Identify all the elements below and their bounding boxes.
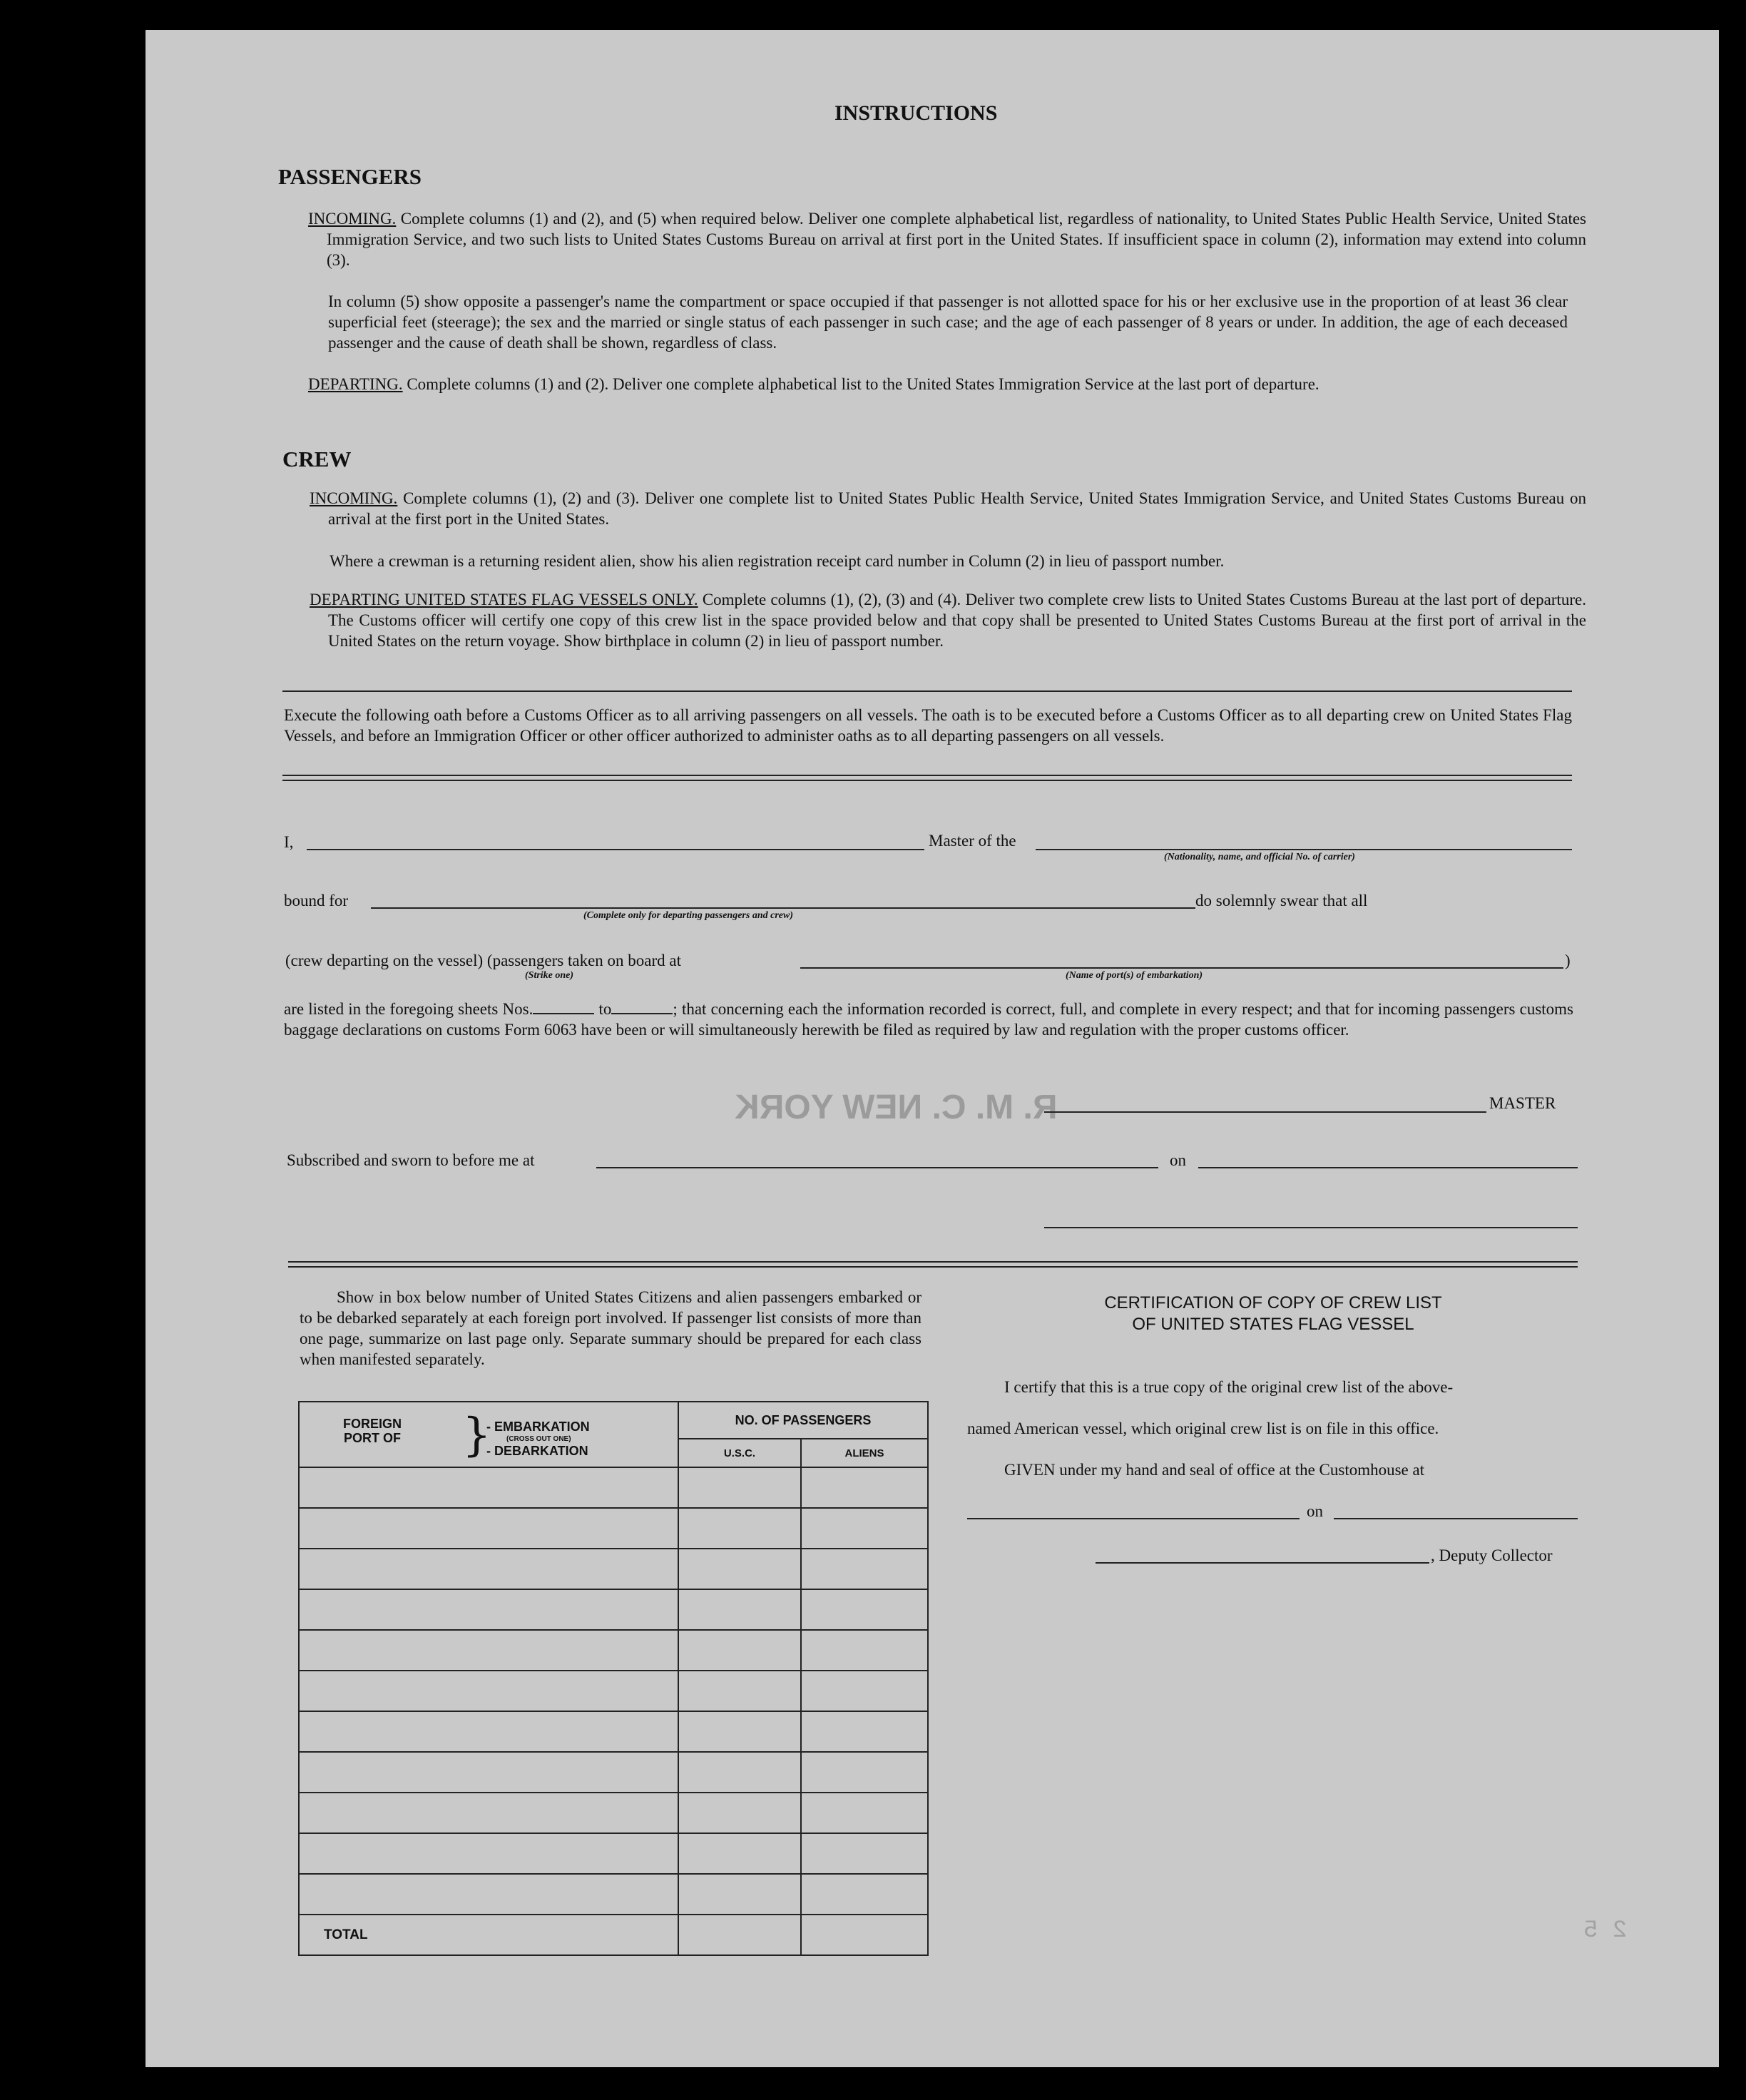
subscribed-place-line[interactable] [596, 1167, 1158, 1168]
listed-paragraph [284, 999, 1573, 1040]
total-row [299, 1915, 928, 1955]
table-row [299, 1793, 928, 1833]
usc-cell[interactable] [678, 1467, 801, 1508]
close-paren: ) [1565, 952, 1571, 969]
port-cell[interactable] [299, 1793, 678, 1833]
passengers-departing-text: Complete columns (1) and (2). Deliver one complete alphabetical list to the United States Immigration Service at the last port of departure. [407, 375, 1319, 393]
subscribed-label: Subscribed and sworn to before me at [287, 1151, 535, 1169]
usc-cell[interactable] [678, 1671, 801, 1711]
crew-incoming-label: INCOMING. [310, 489, 398, 507]
aliens-cell[interactable] [801, 1833, 928, 1874]
usc-cell[interactable] [678, 1833, 801, 1874]
oath-double-rule [282, 775, 1572, 781]
passengers-heading: PASSENGERS [278, 164, 422, 189]
given-text: GIVEN under my hand and seal of office at the Customhouse at [1004, 1461, 1425, 1479]
aliens-cell[interactable] [801, 1671, 928, 1711]
certify-line2: named American vessel, which original crew list is on file in this office. [967, 1419, 1439, 1437]
brace-glyph: } [462, 1409, 491, 1462]
embarkation-label: - EMBARKATION [486, 1419, 590, 1434]
cross-out-one-label: (CROSS OUT ONE) [506, 1435, 571, 1443]
ports-embarkation-line[interactable] [800, 967, 1563, 969]
usc-total-cell[interactable] [678, 1915, 801, 1955]
aliens-cell[interactable] [801, 1508, 928, 1549]
crew-heading: CREW [282, 447, 352, 472]
swear-text: do solemnly swear that all [1195, 892, 1368, 909]
usc-cell[interactable] [678, 1630, 801, 1671]
summary-instructions: Show in box below number of United States Citizens and alien passengers embarked or to be debarked separately at each foreign port involved. If passenger list consists of more than one page, summarize on last page only. Separate summary should be prepared for each class when manifested separately. [300, 1288, 922, 1368]
officer-signature-line[interactable] [1044, 1227, 1578, 1228]
table-row [299, 1711, 928, 1752]
carrier-line[interactable] [1036, 849, 1572, 850]
reverse-side-stamp: R. M. C. NEW YORK [735, 1089, 1058, 1126]
certification-title [956, 1293, 1591, 1335]
page-title: INSTRUCTIONS [834, 101, 998, 125]
aliens-cell[interactable] [801, 1589, 928, 1630]
master-signature-line[interactable] [1044, 1111, 1486, 1113]
aliens-cell[interactable] [801, 1711, 928, 1752]
certification-title-line2: OF UNITED STATES FLAG VESSEL [1132, 1315, 1414, 1334]
customhouse-place-line[interactable] [967, 1518, 1300, 1519]
port-cell[interactable] [299, 1711, 678, 1752]
bound-for-line[interactable] [371, 907, 1195, 909]
aliens-cell[interactable] [801, 1793, 928, 1833]
aliens-cell[interactable] [801, 1630, 928, 1671]
crew-incoming-text: Complete columns (1), (2) and (3). Deliver one complete list to United States Public Health Service, United States Immigration Service, and United States Customs Bureau on arrival at the first port in the United States. [328, 489, 1586, 528]
master-label: MASTER [1489, 1094, 1556, 1112]
listed-text: are listed in the foregoing sheets Nos. [284, 1000, 534, 1018]
usc-cell[interactable] [678, 1874, 801, 1915]
deputy-collector-line[interactable] [1096, 1562, 1429, 1564]
aliens-total-cell[interactable] [801, 1915, 928, 1955]
table-row [299, 1671, 928, 1711]
reverse-side-page-number: 2 5 [1583, 1917, 1628, 1944]
crew-resident-text: Where a crewman is a returning resident alien, show his alien registration receipt card number in Column (2) in lieu of passport number. [330, 552, 1225, 570]
table-row [299, 1752, 928, 1793]
usc-cell[interactable] [678, 1793, 801, 1833]
no-of-passengers-header: NO. OF PASSENGERS [678, 1402, 928, 1439]
port-cell[interactable] [299, 1549, 678, 1589]
crew-departing-text-line: (crew departing on the vessel) (passengers taken on board at [285, 952, 681, 969]
port-cell[interactable] [299, 1630, 678, 1671]
table-row [299, 1589, 928, 1630]
passengers-incoming-label: INCOMING. [308, 210, 397, 228]
sheet-to-blank[interactable] [611, 1013, 673, 1014]
table-row [299, 1833, 928, 1874]
foreign-port-of-label: FOREIGN PORT OF [342, 1417, 402, 1445]
to-label: to [598, 1000, 612, 1018]
bound-for-label: bound for [284, 892, 349, 909]
section-divider [282, 690, 1572, 692]
certification-on-label: on [1307, 1502, 1323, 1520]
table-row [299, 1467, 928, 1508]
usc-cell[interactable] [678, 1752, 801, 1793]
passengers-incoming-text: Complete columns (1) and (2), and (5) when required below. Deliver one complete alphabetical list, regardless of nationality, to United States Public Health Service, United States Immigration Service, and two such lists to United States Customs Bureau on arrival at first port in the United States. If insufficient space in column (2), information may extend into column (3). [327, 210, 1587, 269]
aliens-cell[interactable] [801, 1874, 928, 1915]
usc-cell[interactable] [678, 1589, 801, 1630]
subscribed-on-label: on [1170, 1151, 1186, 1169]
usc-cell[interactable] [678, 1711, 801, 1752]
port-cell[interactable] [299, 1874, 678, 1915]
aliens-cell[interactable] [801, 1752, 928, 1793]
certify-line1: I certify that this is a true copy of the original crew list of the above- [1004, 1378, 1454, 1396]
port-cell[interactable] [299, 1671, 678, 1711]
certification-date-line[interactable] [1334, 1518, 1578, 1519]
oath-intro: Execute the following oath before a Customs Officer as to all arriving passengers on all vessels. The oath is to be executed before a Customs Officer as to all departing crew on United States Flag Vessels, and before an Immigration Officer or other officer authorized to administer oaths as to all departing passengers on all vessels. [284, 706, 1572, 745]
port-cell[interactable] [299, 1752, 678, 1793]
port-cell[interactable] [299, 1508, 678, 1549]
passengers-incoming-section [308, 208, 1586, 270]
table-row [299, 1549, 928, 1589]
passengers-departing-section [308, 374, 1586, 394]
passengers-departing-label: DEPARTING. [308, 375, 403, 393]
summary-double-rule [288, 1261, 1578, 1268]
carrier-caption: (Nationality, name, and official No. of carrier) [1164, 852, 1355, 862]
ports-caption: (Name of port(s) of embarkation) [1066, 970, 1203, 981]
aliens-header: ALIENS [801, 1439, 928, 1467]
crew-incoming-section [310, 488, 1586, 529]
crew-departing-text: Complete columns (1), (2), (3) and (4). Deliver two complete crew lists to United States Customs Bureau at the last port of departure. The Customs officer will certify one copy of this crew list in the space provided below and that copy shall be presented to United States Customs Bureau at the first port of arrival in the United States on the return voyage. Show birthplace in column (2) in lieu of passport number. [328, 591, 1587, 650]
aliens-cell[interactable] [801, 1467, 928, 1508]
table-row [299, 1508, 928, 1549]
crew-departing-label: DEPARTING UNITED STATES FLAG VESSELS ONLY. [310, 591, 698, 608]
port-cell[interactable] [299, 1589, 678, 1630]
crew-departing-section [310, 589, 1586, 651]
total-label: TOTAL [299, 1915, 678, 1955]
strike-one-caption: (Strike one) [525, 970, 574, 981]
debarkation-label: - DEBARKATION [486, 1444, 588, 1458]
port-cell[interactable] [299, 1467, 678, 1508]
passenger-summary-table [298, 1401, 929, 1956]
port-cell[interactable] [299, 1833, 678, 1874]
usc-cell[interactable] [678, 1549, 801, 1589]
certification-title-line1: CERTIFICATION OF COPY OF CREW LIST [1104, 1293, 1442, 1312]
oath-i-label: I, [284, 833, 294, 851]
table-row [299, 1874, 928, 1915]
sheet-from-blank[interactable] [533, 1013, 594, 1014]
table-row [299, 1630, 928, 1671]
passengers-column5-text: In column (5) show opposite a passenger's name the compartment or space occupied if that passenger is not allotted space for his or her exclusive use in the proportion of at least 36 clear superficial feet (steerage); the sex and the married or single status of each passenger in such case; and the age of each passenger of 8 years or under. In addition, the age of each deceased passenger and the cause of death shall be shown, regardless of class. [328, 292, 1568, 352]
subscribed-date-line[interactable] [1198, 1167, 1578, 1168]
deputy-collector-label: , Deputy Collector [1431, 1546, 1553, 1564]
departing-caption: (Complete only for departing passengers and crew) [583, 910, 793, 921]
port-header-cell [299, 1402, 678, 1467]
usc-cell[interactable] [678, 1508, 801, 1549]
master-of-label: Master of the [929, 832, 1016, 850]
listed-rest: ; that concerning each the information recorded is correct, full, and complete in every respect; and that for incoming passengers customs baggage declarations on customs Form 6063 have been or will simultaneously herewith be filed as required by law and regulation with the proper customs officer. [284, 1000, 1573, 1039]
master-name-line[interactable] [307, 849, 924, 850]
usc-header: U.S.C. [678, 1439, 801, 1467]
aliens-cell[interactable] [801, 1549, 928, 1589]
